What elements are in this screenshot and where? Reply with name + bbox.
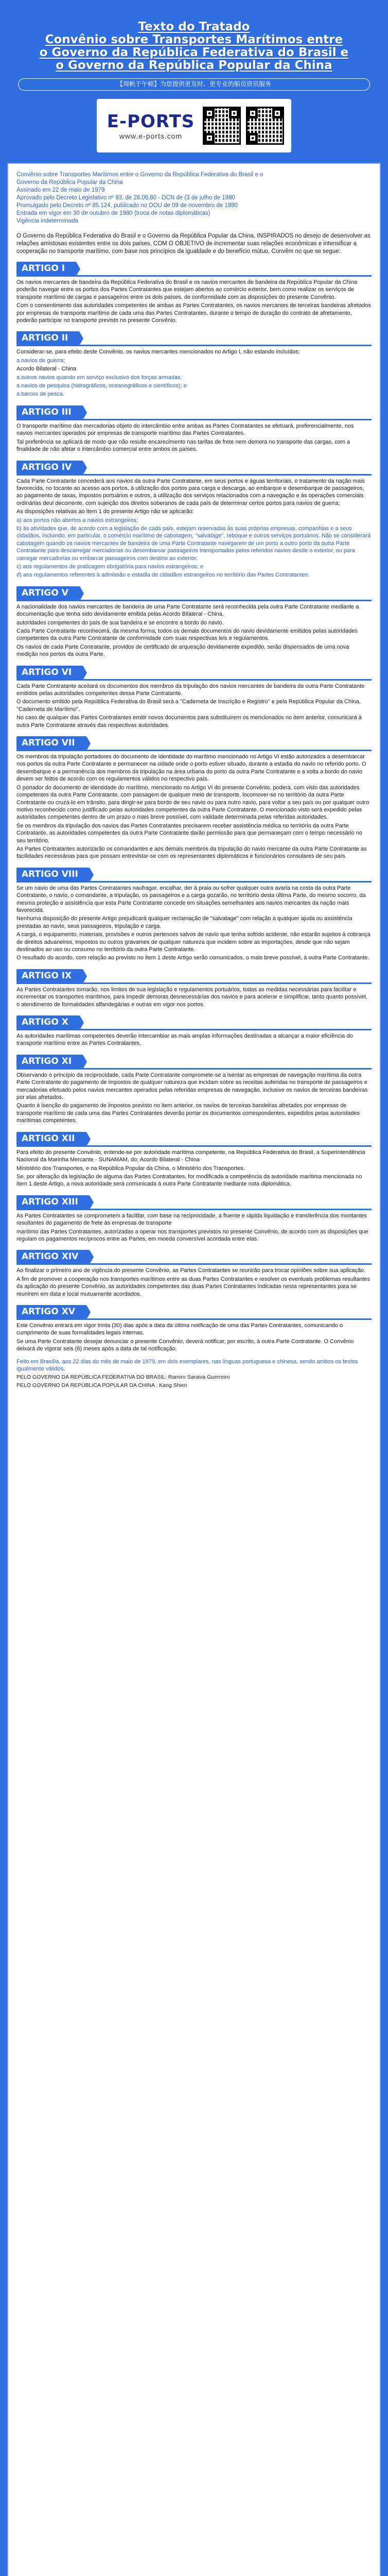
article-section	[16, 1244, 372, 1298]
article-paragraph: Este Convênio entrará em vigor trinta (30) dias após a data da última notificação de uma das Partes Contratantes, comunicando o cumprimento de suas formalidades legais internas.	[16, 1322, 343, 1336]
article-heading: ARTIGO IV	[16, 461, 83, 474]
preamble: O Governo da República Federativa do Brasil e o Governo da República Popular da China, INSPIRADOS no desejo de desenvolver as relações amistosas existentes entre os dois países, COM O OBJETIVO de incrementar suas relações econômicas e intensificar a cooperação no transporte marítimo, com base nos princípios da igualdade e do benefício mútuo, Convêm no que se segue:	[16, 233, 371, 255]
article-paragraph: a.navios de guerra;	[16, 357, 65, 364]
article-section	[16, 1048, 372, 1125]
logo	[104, 111, 198, 140]
article-paragraph: Cada Parte Contratante reconhecerá, da mesma forma, todos os demais documentos do navio devidamente emitidos pelas autoridades competentes da outra Parte Contratante de conformidade com suas respectivas leis e regulamentos.	[16, 628, 358, 642]
logo-url: www.e-ports.com	[119, 132, 183, 140]
article-section	[16, 1126, 372, 1188]
signature-line: PELO GOVERNO DA REPÚBLICA FEDERATIVA DO BRASIL: Ramiro Saraiva Guerreiro	[16, 1374, 230, 1380]
article-divider	[16, 750, 372, 751]
promo-banner: 【周帆于午顿】为您提供更及时、更专业的船员资讯服务	[18, 78, 370, 91]
article-divider	[16, 1318, 372, 1320]
article-paragraph: Nenhuma disposição do presente Artigo prejudicará qualquer reclamação de "salvatage" com relação a qualquer ajuda ou assistência prestadas ao navio, seus passageiros, tripulação e carga.	[16, 916, 352, 929]
article-divider	[16, 1145, 372, 1147]
article-paragraph: a.navios de pesquisa (hidrográficos, oceanográficos e científicos); e	[16, 383, 187, 389]
qr-code-icon	[203, 107, 241, 145]
article-section	[16, 861, 372, 962]
metadata-line: Convênio sobre Transportes Marítimos entre o Governo da República Federativa do Brasil e o	[16, 172, 263, 178]
article-paragraph: Considerar-se, para efeito deste Convênio, os navios mercantes mencionados no Artigo I, não estando incluídos:	[16, 349, 300, 355]
article-heading: ARTIGO VIII	[16, 868, 90, 881]
article-divider	[16, 881, 372, 883]
article-paragraph: a.barcos de pesca.	[16, 391, 64, 398]
signature-line: PELO GOVERNO DA REPÚBLICA POPULAR DA CHINA : Kang Shien	[16, 1382, 187, 1388]
article-paragraph: A carga, o equipamento, materiais, provisões e outros pertences salvos de navio que tenha sofrido acidente, não estarão sujeitos à cobrança de direitos aduaneiros, impostos ou outros gravames de qualquer natureza que incidem sobre as importações, desde que não sejam destinados ao uso ou consumo no território da outra Parte Contratante.	[16, 931, 371, 953]
article-divider	[16, 600, 372, 601]
article-paragraph: As autoridades marítimas competentes deverão intercambiar as mais amplas informações destinadas a alcançar a maior eficiência do transporte marítimo entre as Partes Contratantes.	[16, 1033, 353, 1047]
article-paragraph: Ao finalizar o primeiro ano de vigência do presente Convênio, as Partes Contratantes se reunirão para trocar opiniões sobre sua aplicação.	[16, 1267, 366, 1274]
article-paragraph: a.outros navios quando em serviço exclusivo dos forças armadas;	[16, 374, 182, 381]
metadata-line: Entrada em vigor em 30 de outubro de 1980 (troca de notas diplomáticas)	[16, 210, 210, 216]
metadata-line: Promulgado pelo Decreto nº 85.124, publicado no DOU de 09 de novembro de 1980	[16, 202, 238, 209]
article-heading: ARTIGO XI	[16, 1055, 83, 1068]
article-section	[16, 730, 372, 860]
article-paragraph: As Partes Contratantes se comprometem a facilitar, com base na reciprocidade, a fluente e rápida liquidação e transferência dos montantes resultantes do pagamento de frete às empresas de transporte	[16, 1212, 367, 1227]
title-line: Texto do Tratado	[138, 20, 250, 33]
article-section	[16, 1009, 372, 1047]
article-paragraph: Acordo Bilateral - China	[16, 366, 77, 372]
article-paragraph: Ministério dos Transportes, e na República Popular da China, o Ministério dos Transportes.	[16, 1165, 245, 1172]
qr-code-icon	[246, 107, 284, 145]
metadata-line: Vigência indeterminada	[16, 218, 78, 224]
article-paragraph: Se, por alteração da legislação de alguma das Partes Contratantes, for modificada a competência da autoridade marítima mencionada no item 1 deste Artigo, a nova autoridade será comunicada à outra Parte Contratante mediante nota diplomática.	[16, 1173, 362, 1188]
article-paragraph: Tal preferência se aplicará de modo que não resulte encarecimento nas tarifas de frete nem demora no transporte das cargas, com a finalidade de não afetar o intercâmbio comercial entre ambos os países.	[16, 438, 350, 453]
article-heading: ARTIGO X	[16, 1015, 80, 1029]
article-paragraph: Quanto à isenção do pagamento de impostos previsto no item anterior, os navios de terceiras bandeiras afretados por empresas de transporte marítimo de cada uma das Partes Contratantes deverão portar os documentos correspondentes, expedidos pelas autoridades marítimas competentes.	[16, 1103, 360, 1124]
article-paragraph: O documento emitido pela República Federativa do Brasil será a "Caderneta de Inscrição e Registro" e pela República Popular da China, "Caderneta de Marítimo".	[16, 699, 361, 713]
treaty-text-panel	[7, 163, 381, 2576]
article-heading: ARTIGO XV	[16, 1305, 86, 1318]
article-divider	[16, 1029, 372, 1030]
closing-note: Feito em Brasília, aos 22 dias do mês de maio de 1979, em dois exemplares, nas línguas portuguesa e chinesa, sendo ambos os textos igualmente válidos.	[16, 1358, 358, 1372]
article-section	[16, 256, 372, 324]
article-divider	[16, 474, 372, 476]
article-divider	[16, 275, 372, 277]
article-paragraph: Observando o princípio da reciprocidade, cada Parte Contratante compromete-se a isentar as empresas de navegação marítima da outra Parte Contratante do pagamento de impostos de qualquer natureza que incidam sobre as receitas auferidas no transporte de passageiros e mercadorias efetuado pelos navios mercantes operados pelas referidas empresas de navegação, inclusive os navios de terceiras bandeiras por elas afretados.	[16, 1072, 368, 1101]
article-paragraph: O transporte marítimo das mercadorias objeto do intercâmbio entre ambas as Partes Contratantes se efetuará, preferencialmente, nos navios mercantes operados por empresas de transporte marítimo das Partes Contratantes.	[16, 422, 354, 437]
article-heading: ARTIGO I	[16, 262, 76, 275]
article-paragraph: No caso de qualquer das Partes Contratantes emitir novos documentos para substituírem os mencionados no item anterior, comunicará à outra Parte Contratante através das respectivas autoridades.	[16, 715, 362, 728]
article-paragraph: a) aos portos não abertos a navios estrangeiros;	[16, 517, 138, 523]
article-heading: ARTIGO III	[16, 405, 83, 419]
article-paragraph: Se uma Parte Contratante desejar denunciar o presente Convênio, deverá notificar, por escrito, à outra Parte Contratante. O Convênio deixará de vigorar seis (6) meses após a data de tal notificação.	[16, 1338, 354, 1352]
article-divider	[16, 1263, 372, 1265]
article-paragraph: O portador do documento de identidade do marítimo, mencionado no Artigo VI do presente Convênio, poderá, com visto das autoridades competentes da outra Parte Contratante, com passagem de qualquer meio de transporte, locomover-se no território da outra Parte Contratante ou cruzá-lo em trânsito, para dirigir-se para bordo de seu navio ou para outro navio, para voltar a seu país ou por qualquer outro motivo reconhecido como justificado pelas autoridades competentes da outra Parte Contratante. O mencionado visto será expedido pelas autoridades competentes dentro de um prazo o mais breve possível, com validade determinada pelas referidas autoridades.	[16, 784, 369, 821]
document-title	[0, 0, 388, 77]
metadata-line: Governo da República Popular da China	[16, 179, 123, 185]
metadata-line: Assinado em 22 de maio de 1979	[16, 187, 105, 193]
article-section	[16, 399, 372, 453]
article-paragraph: As Partes Contratantes autorizarão os comandantes e aos demais membros da tripulação do navio mercante da outra Parte Contratante as facilidades necessárias para que possam entrevistar-se com os representantes diplomáticos e funcionários consulares de seu país.	[16, 845, 367, 860]
article-heading: ARTIGO V	[16, 586, 80, 600]
article-paragraph: A nacionalidade dos navios mercantes de bandeira de uma Parte Contratante será reconhecida pela outra Parte Contratante mediante a documentação que tenha sido devidamente emitida pelas Acordo Bilateral - China.	[16, 603, 359, 618]
article-paragraph: b) às atividades que, de acordo com a legislação de cada país, estejam reservadas às suas próprias empresas, companhias e a seus cidadãos, incluindo, em particular, o comércio marítimo de cabotagem, "salvatage", reboque e outros serviços portuários. Não se considerará cabotagem quando os navios mercantes de bandeira de uma Parte Contratante navegarem de um porto a outro porto da outra Parte Contratante para descarregar mercadorias ou desembarcar passageiros transportados pelos referidos navios desde o exterior, ou para carregar mercadorias ou embarcar passageiros com destino ao exterior;	[16, 525, 371, 562]
article-divider	[16, 419, 372, 420]
title-line: Convênio sobre Transportes Marítimos entre	[45, 33, 343, 46]
article-heading: ARTIGO XII	[16, 1132, 86, 1145]
signatures	[16, 1374, 372, 1389]
article-paragraph: Com o consentimento das autoridades competentes de ambas as Partes Contratantes, os navios mercantes de terceiras bandeiras afretados por empresas de transporte marítimo de cada uma das Partes Contratantes, durante o tempo de duração do contrato de afretamento, poderão participar no transporte previsto no presente Convênio.	[16, 302, 372, 324]
articles-list	[16, 256, 372, 1353]
article-divider	[16, 982, 372, 984]
article-paragraph: Os navios de cada Parte Contratante, providos de certificado de arqueação devidamente expedido, serão dispensados de uma nova medição nos portos da outra Parte.	[16, 643, 349, 658]
article-heading: ARTIGO IX	[16, 969, 83, 982]
article-heading: ARTIGO II	[16, 331, 79, 345]
article-paragraph: Os membros da tripulação portadores do documento de identidade do marítimo mencionado no Artigo VI estão autorizados a desembarcar nos portos da outra Parte Contratante e permanecer na cidade onde o porto estiver situado, durante a estadia do navio no referido porto. O desembarque e a permanência dos membros da tripulação na área urbana do porto da outra Parte Contratante e a volta a bordo do navio devem ser feitos de acordo com os regulamentos válidos no respectivo país.	[16, 754, 366, 783]
article-section	[16, 1189, 372, 1243]
article-section	[16, 659, 372, 729]
article-paragraph: Se os membros da tripulação dos navios das Partes Contratantes precisarem receber assistência médica no território da outra Parte Contratante, as autoridades competentes da outra Parte Contratante darão permissão para que permaneçam com o tempo necessário no seu território.	[16, 822, 362, 844]
article-paragraph: Cada Parte Contratante aceitará os documentos dos membros da tripulação dos navios mercantes de bandeira da outra Parte Contratante emitidos pelas autoridades competentes dessa Parte Contratante.	[16, 683, 365, 697]
article-paragraph: Para efeito do presente Convênio, entende-se por autoridade marítima competente, na República Federativa do Brasil, a Superintendência Nacional da Marinha Mercante - SUNAMAM, do; Acordo Bilateral - China	[16, 1149, 365, 1163]
article-paragraph: As Partes Contratantes tomarão, nos limites de sua legislação e regulamentos portuários, todas as medidas necessárias para facilitar e incrementar os transportes marítimos, para impedir demoras desnecessárias dos navios e para acelerar e simplificar, tanto quanto possível, o atendimento de formalidades alfandegárias e outras em vigor nos portos.	[16, 986, 367, 1008]
article-paragraph: Os navios mercantes de bandeira da República Federativa do Brasil e os navios mercantes de bandeira da República Popular da China poderão navegar entre os portos dos Partes Contratantes que estejam abertos ao comércio exterior, bem como realizar os serviços de transporte marítimo de cargas e passageiros entre os dois países, de conformidade com as disposições do presente Convênio.	[16, 279, 358, 300]
article-paragraph: d) aos regulamentos referentes à admissão e estadia de cidadãos estrangeiros no território das Partes Contratantes.	[16, 572, 310, 579]
article-heading: ARTIGO XIV	[16, 1250, 90, 1263]
article-section	[16, 1299, 372, 1353]
article-heading: ARTIGO XIII	[16, 1195, 90, 1209]
article-heading: ARTIGO VI	[16, 666, 83, 679]
metadata-line: Aprovado pelo Decreto Legislativo nº 93, de 28.06.80 - DCN de (3 de julho de 1980	[16, 195, 235, 201]
article-paragraph: Cada Parte Contratante concederá aos navios da outra Parte Contratante, em seus portos e águas territoriais, o tratamento da nação mais favorecida, no tocante ao acesso aos portos, à utilização dos portos para carga e descarga, ao embarque e desembarque de passageiros, ao pagamento de taxas, impostos portuários e outros, à utilização dos serviços relacionados com a navegação e às operações comerciais ordinárias deul decorrente, com sujeição dos direitos soberanos de cada país de determinar certos portos para navios de guerra;	[16, 478, 365, 506]
title-line: o Governo da República Popular da China	[56, 59, 332, 72]
article-section	[16, 580, 372, 658]
article-divider	[16, 345, 372, 346]
article-section	[16, 325, 372, 398]
article-paragraph: O resultado do acordo, com relação ao previsto no item 1 deste Artigo serão comunicados, o mais breve possível, à outra Parte Contratante.	[16, 955, 369, 961]
article-divider	[16, 1209, 372, 1210]
article-paragraph: marítimo das Partes Contratantes, autorizadas a operar nos transportes previstos no presente Convênio, de acordo com as disposições que regulam os pagamentos recíprocos entre as Partes, em moeda conversível acordada entre elas.	[16, 1228, 368, 1242]
article-divider	[16, 679, 372, 681]
article-paragraph: As disposições relativas ao item 1 do presente Artigo não se aplicarão:	[16, 509, 194, 515]
article-paragraph: c) aos regulamentos de praticagem obrigatória para navios estrangeiros; e	[16, 563, 204, 570]
article-paragraph: A fim de promover a cooperação nos transportes marítimos entre as duas Partes Contratantes e resolver os eventuais problemas resultantes da aplicação do presente Convênio, as autoridades competentes das duas Partes Contratantes indicadas nesta representantes para se reunirem em data e local mutuamente acordados.	[16, 1276, 371, 1297]
article-heading: ARTIGO VII	[16, 736, 86, 750]
article-section	[16, 454, 372, 579]
treaty-metadata	[16, 171, 372, 225]
title-line: o Governo da República Federativa do Brasil e	[39, 46, 349, 59]
article-paragraph: Se um navio de uma das Partes Contratantes naufragar, encalhar, der à praia ou sofrer qualquer outra avaria na costa da outra Parte Contratante, o navio, o comandante, a tripulação, os passageiros e a carga gozarão, no território desta última Parte, do mesmo socorro, da mesma proteção e assistência que esta Parte Contratante concede em situações semelhantes aos navios mercantes da nação mais favorecida.	[16, 885, 366, 913]
article-divider	[16, 1068, 372, 1070]
article-section	[16, 963, 372, 1008]
article-paragraph: autoridades competentes do país de sua bandeira e se encontre a bordo do navio.	[16, 619, 224, 626]
logo-wordmark: E-PORTS	[107, 111, 195, 132]
eports-logo-card	[97, 99, 291, 152]
